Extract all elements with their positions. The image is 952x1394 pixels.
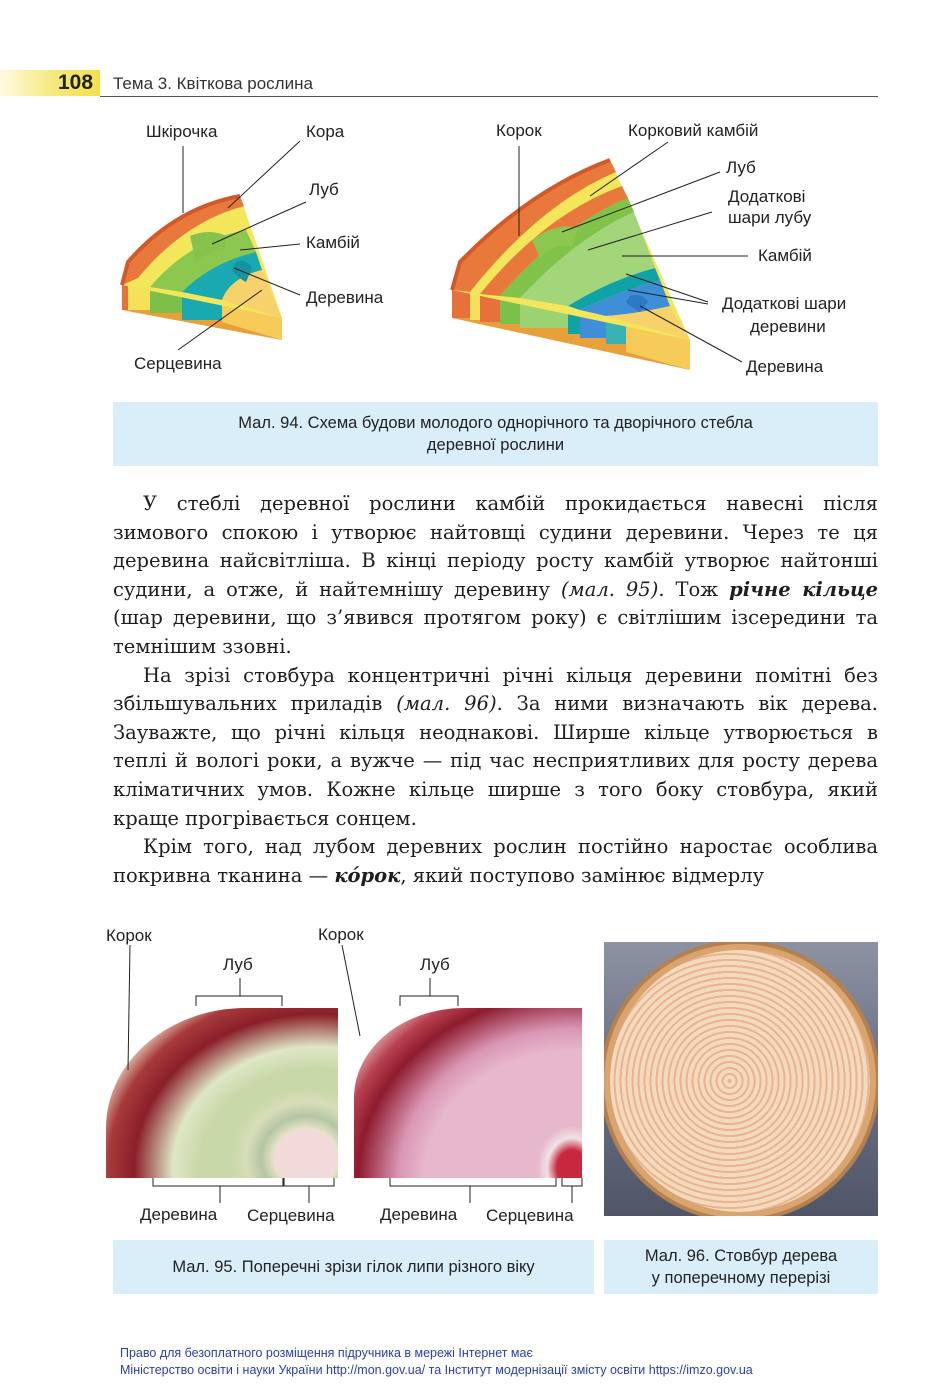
paragraph-2: На зрізі стовбура концентричні річні кільця деревини помітні без збільшувальних приладів (мал. 96). За ними визначають вік дерева. Зауважте, що річні кільця неоднакові. Ширше кільце утворюється в теплі й вологі роки, а вужче — під час несприятливих для росту дерева кліматичних умов. Кожне кільце ширше з того боку стовбура, який краще прогрівається сонцем. xyxy=(113,663,878,830)
paragraph-1: У стеблі деревної рослини камбій прокидається навесні після зимового спокою і утворює найтовщі судини деревини. Через те ця деревина найсвітліша. В кінці періоду росту камбій утворює найтонші судини, а отже, й найтемнішу деревину (мал. 95). Тож річне кільце (шар деревини, що з’явився протягом року) є світлішим ізсередини та темнішим ззовні. xyxy=(113,492,879,658)
fig94-caption xyxy=(113,402,878,466)
label-fig95-pith-right: Серцевина xyxy=(486,1206,574,1225)
label-fig95-bast-left: Луб xyxy=(223,955,253,974)
label-bast-left: Луб xyxy=(309,180,339,199)
label-wood-right: Деревина xyxy=(746,357,824,376)
label-skin: Шкірочка xyxy=(146,122,218,141)
label-fig95-cork-left: Корок xyxy=(106,926,152,945)
label-extra-bast-1: Додаткові xyxy=(728,187,806,206)
label-extra-wood-1: Додаткові шари xyxy=(722,294,847,313)
fig95-caption: Мал. 95. Поперечні зрізи гілок липи різного віку xyxy=(113,1240,594,1294)
body-text xyxy=(113,490,878,890)
label-pith-left: Серцевина xyxy=(134,354,222,373)
label-cork: Корок xyxy=(496,121,542,140)
label-fig95-pith-left: Серцевина xyxy=(247,1206,335,1225)
trunk-photo xyxy=(604,942,878,1216)
footer xyxy=(120,1345,753,1379)
fig96-caption xyxy=(604,1240,878,1294)
footer-line2: Міністерство освіти і науки України http://mon.gov.ua/ та Інститут модернізації змісту освіти https://imzo.gov.ua xyxy=(120,1363,753,1377)
label-extra-bast-2: шари лубу xyxy=(728,208,812,227)
fig95-leaders xyxy=(0,900,600,1220)
label-cambium-right: Камбій xyxy=(758,246,812,265)
label-wood-left: Деревина xyxy=(306,288,384,307)
ref-fig95: (мал. 95) xyxy=(560,577,659,601)
label-fig95-wood-left: Деревина xyxy=(140,1205,218,1224)
paragraph-3: Крім того, над лубом деревних рослин постійно наростає особлива покривна тканина — кóрок, який поступово замінює відмерлу xyxy=(113,835,878,887)
ref-fig96: (мал. 96) xyxy=(396,692,497,716)
footer-line1: Право для безоплатного розміщення підручника в мережі Інтернет має xyxy=(120,1346,533,1360)
label-bast-right: Луб xyxy=(726,158,756,177)
two-year-stem-wedge xyxy=(452,160,690,370)
running-title: Тема 3. Квіткова рослина xyxy=(113,74,313,93)
label-fig95-wood-right: Деревина xyxy=(380,1205,458,1224)
label-fig95-bast-right: Луб xyxy=(420,955,450,974)
label-cork-cambium: Корковий камбій xyxy=(628,121,759,140)
label-extra-wood-2: деревини xyxy=(750,317,826,336)
term-cork: кóрок xyxy=(334,863,401,887)
label-fig95-cork-right: Корок xyxy=(318,925,364,944)
term-annual-ring: річне кільце xyxy=(729,577,879,601)
fig96-caption-line2: у поперечному перерізі xyxy=(651,1269,831,1287)
label-bark: Кора xyxy=(306,122,345,141)
label-cambium-left: Камбій xyxy=(306,233,360,252)
young-stem-wedge xyxy=(122,196,282,340)
fig94-caption-line1: Мал. 94. Схема будови молодого однорічного та дворічного стебла xyxy=(238,414,753,432)
fig94-caption-line2: деревної рослини xyxy=(426,436,565,454)
fig96-caption-line1: Мал. 96. Стовбур дерева xyxy=(644,1247,838,1265)
page-number: 108 xyxy=(58,71,94,94)
fig94-diagram xyxy=(0,0,952,400)
